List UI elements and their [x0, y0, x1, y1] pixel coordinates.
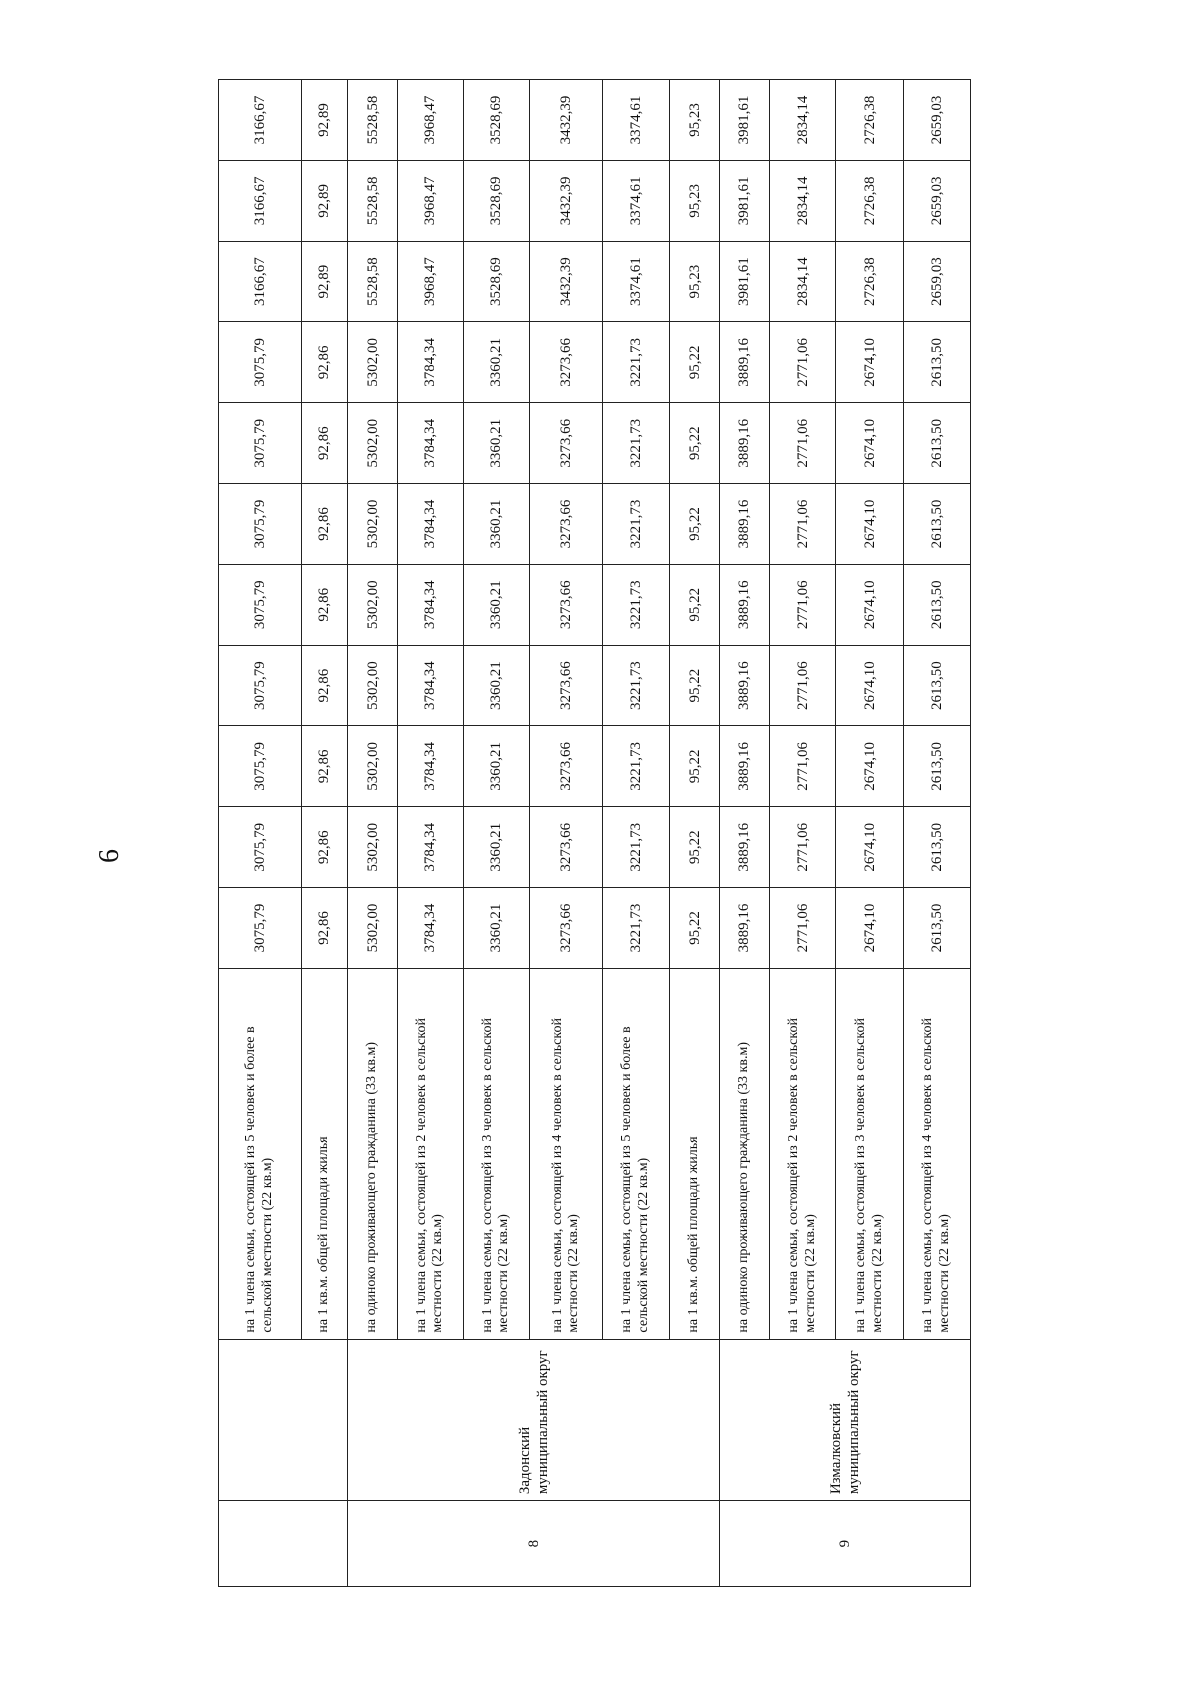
rate-value-cell: 95,22 — [670, 645, 720, 726]
region-name-cell: Задонский муниципальный округ — [348, 1339, 720, 1501]
rate-value-cell: 3784,34 — [397, 403, 463, 484]
rate-value-cell: 95,22 — [670, 726, 720, 807]
rate-description-cell: на 1 кв.м. общей площади жилья — [301, 968, 348, 1339]
rate-value-cell: 2659,03 — [904, 241, 971, 322]
rate-value-cell: 5302,00 — [348, 726, 398, 807]
rate-value-cell: 92,86 — [301, 484, 348, 565]
rate-value-cell: 5302,00 — [348, 807, 398, 888]
rate-value-cell: 3273,66 — [530, 807, 603, 888]
rate-description-cell: на одиноко проживающего гражданина (33 кв.м) — [719, 968, 769, 1339]
rate-value-cell: 5302,00 — [348, 564, 398, 645]
rates-table — [218, 79, 971, 1587]
rate-description-cell: на 1 члена семьи, состоящей из 2 человек в сельской местности (22 кв.м) — [769, 968, 836, 1339]
rate-value-cell: 3075,79 — [219, 807, 302, 888]
rate-value-cell: 3221,73 — [603, 322, 670, 403]
rate-description-cell: на одиноко проживающего гражданина (33 кв.м) — [348, 968, 398, 1339]
rate-value-cell: 3528,69 — [463, 80, 530, 161]
rate-value-cell: 2726,38 — [836, 241, 904, 322]
rate-value-cell: 5302,00 — [348, 403, 398, 484]
rate-value-cell: 3981,61 — [719, 241, 769, 322]
rate-value-cell: 3528,69 — [463, 241, 530, 322]
rate-value-cell: 2834,14 — [769, 241, 836, 322]
rate-value-cell: 2613,50 — [904, 807, 971, 888]
table-row — [719, 80, 769, 1587]
rate-value-cell: 3166,67 — [219, 160, 302, 241]
rate-value-cell: 3273,66 — [530, 484, 603, 565]
rate-value-cell: 95,23 — [670, 160, 720, 241]
rate-value-cell: 5528,58 — [348, 160, 398, 241]
rate-value-cell: 3075,79 — [219, 403, 302, 484]
rate-value-cell: 3273,66 — [530, 645, 603, 726]
rate-value-cell: 2613,50 — [904, 645, 971, 726]
rate-value-cell: 2834,14 — [769, 160, 836, 241]
rate-value-cell: 3273,66 — [530, 322, 603, 403]
rate-value-cell: 92,86 — [301, 807, 348, 888]
rate-value-cell: 92,89 — [301, 80, 348, 161]
rate-value-cell: 2771,06 — [769, 484, 836, 565]
rate-value-cell: 2674,10 — [836, 888, 904, 969]
rate-description-cell: на 1 члена семьи, состоящей из 5 человек и более в сельской местности (22 кв.м) — [219, 968, 302, 1339]
rate-value-cell: 3360,21 — [463, 807, 530, 888]
rate-value-cell: 3166,67 — [219, 241, 302, 322]
rate-value-cell: 92,86 — [301, 726, 348, 807]
rate-value-cell: 3432,39 — [530, 241, 603, 322]
rate-value-cell: 92,89 — [301, 241, 348, 322]
rate-value-cell: 3889,16 — [719, 484, 769, 565]
region-name-cell — [219, 1339, 348, 1501]
rate-value-cell: 2771,06 — [769, 726, 836, 807]
rate-value-cell: 3432,39 — [530, 160, 603, 241]
rate-value-cell: 2613,50 — [904, 322, 971, 403]
rate-value-cell: 3075,79 — [219, 888, 302, 969]
page-number: 6 — [94, 849, 125, 863]
rate-value-cell: 3784,34 — [397, 484, 463, 565]
rate-value-cell: 3075,79 — [219, 726, 302, 807]
rate-value-cell: 92,86 — [301, 888, 348, 969]
rate-value-cell: 92,89 — [301, 160, 348, 241]
rate-value-cell: 3889,16 — [719, 726, 769, 807]
table-body — [219, 80, 971, 1587]
rate-value-cell: 3784,34 — [397, 645, 463, 726]
rate-value-cell: 2771,06 — [769, 322, 836, 403]
rate-value-cell: 3360,21 — [463, 322, 530, 403]
rate-value-cell: 2726,38 — [836, 80, 904, 161]
rate-value-cell: 5528,58 — [348, 241, 398, 322]
rate-value-cell: 3075,79 — [219, 645, 302, 726]
rate-value-cell: 3889,16 — [719, 807, 769, 888]
rate-value-cell: 92,86 — [301, 322, 348, 403]
rate-value-cell: 3889,16 — [719, 888, 769, 969]
rate-value-cell: 3360,21 — [463, 403, 530, 484]
rate-value-cell: 95,22 — [670, 564, 720, 645]
rate-value-cell: 2834,14 — [769, 80, 836, 161]
rate-value-cell: 3273,66 — [530, 726, 603, 807]
rate-value-cell: 2674,10 — [836, 807, 904, 888]
rate-value-cell: 3374,61 — [603, 241, 670, 322]
rate-value-cell: 95,22 — [670, 484, 720, 565]
rate-value-cell: 2674,10 — [836, 484, 904, 565]
rate-description-cell: на 1 члена семьи, состоящей из 2 человек в сельской местности (22 кв.м) — [397, 968, 463, 1339]
rate-value-cell: 92,86 — [301, 564, 348, 645]
rate-value-cell: 2771,06 — [769, 888, 836, 969]
rate-value-cell: 3166,67 — [219, 80, 302, 161]
rate-value-cell: 5302,00 — [348, 322, 398, 403]
rate-value-cell: 2613,50 — [904, 403, 971, 484]
table-row — [219, 80, 302, 1587]
rate-value-cell: 95,22 — [670, 403, 720, 484]
rate-value-cell: 3273,66 — [530, 888, 603, 969]
rate-value-cell: 5528,58 — [348, 80, 398, 161]
rate-value-cell: 2674,10 — [836, 645, 904, 726]
rate-value-cell: 2659,03 — [904, 80, 971, 161]
row-index-cell: 9 — [719, 1501, 970, 1587]
rate-value-cell: 3075,79 — [219, 322, 302, 403]
rate-value-cell: 3360,21 — [463, 484, 530, 565]
rate-value-cell: 2674,10 — [836, 726, 904, 807]
rate-value-cell: 3968,47 — [397, 160, 463, 241]
rate-value-cell: 3889,16 — [719, 403, 769, 484]
rate-description-cell: на 1 члена семьи, состоящей из 4 человек в сельской местности (22 кв.м) — [904, 968, 971, 1339]
rate-description-cell: на 1 члена семьи, состоящей из 3 человек в сельской местности (22 кв.м) — [836, 968, 904, 1339]
rate-value-cell: 3889,16 — [719, 322, 769, 403]
rate-value-cell: 3968,47 — [397, 80, 463, 161]
rate-value-cell: 3221,73 — [603, 484, 670, 565]
rate-value-cell: 2674,10 — [836, 322, 904, 403]
rate-value-cell: 3221,73 — [603, 888, 670, 969]
rate-value-cell: 95,23 — [670, 80, 720, 161]
rate-value-cell: 3784,34 — [397, 564, 463, 645]
rate-value-cell: 95,22 — [670, 888, 720, 969]
rate-value-cell: 92,86 — [301, 645, 348, 726]
rate-value-cell: 3784,34 — [397, 322, 463, 403]
region-name-cell: Измалковский муниципальный округ — [719, 1339, 970, 1501]
rate-value-cell: 2613,50 — [904, 726, 971, 807]
rotated-table-wrapper — [218, 79, 971, 1587]
rate-value-cell: 3221,73 — [603, 403, 670, 484]
rate-value-cell: 3273,66 — [530, 403, 603, 484]
rate-value-cell: 3889,16 — [719, 645, 769, 726]
rate-value-cell: 3981,61 — [719, 160, 769, 241]
rate-value-cell: 3075,79 — [219, 564, 302, 645]
rate-value-cell: 3360,21 — [463, 726, 530, 807]
rate-value-cell: 3360,21 — [463, 645, 530, 726]
rate-description-cell: на 1 кв.м. общей площади жилья — [670, 968, 720, 1339]
rate-value-cell: 2771,06 — [769, 807, 836, 888]
rate-value-cell: 3221,73 — [603, 807, 670, 888]
rate-value-cell: 3360,21 — [463, 888, 530, 969]
rate-value-cell: 3374,61 — [603, 80, 670, 161]
rate-value-cell: 95,22 — [670, 807, 720, 888]
rate-value-cell: 3784,34 — [397, 726, 463, 807]
rate-description-cell: на 1 члена семьи, состоящей из 4 человек в сельской местности (22 кв.м) — [530, 968, 603, 1339]
rate-value-cell: 2674,10 — [836, 403, 904, 484]
rate-description-cell: на 1 члена семьи, состоящей из 5 человек и более в сельской местности (22 кв.м) — [603, 968, 670, 1339]
rate-value-cell: 3528,69 — [463, 160, 530, 241]
row-index-cell: 8 — [348, 1501, 720, 1587]
rate-value-cell: 3221,73 — [603, 564, 670, 645]
rate-value-cell: 92,86 — [301, 403, 348, 484]
rate-value-cell: 3360,21 — [463, 564, 530, 645]
rate-value-cell: 5302,00 — [348, 645, 398, 726]
rate-value-cell: 2771,06 — [769, 645, 836, 726]
rate-value-cell: 2613,50 — [904, 888, 971, 969]
rate-value-cell: 3221,73 — [603, 726, 670, 807]
rate-description-cell: на 1 члена семьи, состоящей из 3 человек в сельской местности (22 кв.м) — [463, 968, 530, 1339]
rate-value-cell: 3981,61 — [719, 80, 769, 161]
rate-value-cell: 95,22 — [670, 322, 720, 403]
rate-value-cell: 2613,50 — [904, 484, 971, 565]
rate-value-cell: 3075,79 — [219, 484, 302, 565]
rate-value-cell: 3784,34 — [397, 807, 463, 888]
rate-value-cell: 2613,50 — [904, 564, 971, 645]
rate-value-cell: 3374,61 — [603, 160, 670, 241]
rate-value-cell: 3968,47 — [397, 241, 463, 322]
rate-value-cell: 2771,06 — [769, 403, 836, 484]
rate-value-cell: 3889,16 — [719, 564, 769, 645]
table-row — [348, 80, 398, 1587]
rate-value-cell: 2771,06 — [769, 564, 836, 645]
rate-value-cell: 95,23 — [670, 241, 720, 322]
rate-value-cell: 3432,39 — [530, 80, 603, 161]
rate-value-cell: 3784,34 — [397, 888, 463, 969]
rate-value-cell: 5302,00 — [348, 888, 398, 969]
rate-value-cell: 2659,03 — [904, 160, 971, 241]
rate-value-cell: 3273,66 — [530, 564, 603, 645]
rate-value-cell: 5302,00 — [348, 484, 398, 565]
row-index-cell — [219, 1501, 348, 1587]
rate-value-cell: 3221,73 — [603, 645, 670, 726]
rate-value-cell: 2674,10 — [836, 564, 904, 645]
rate-value-cell: 2726,38 — [836, 160, 904, 241]
